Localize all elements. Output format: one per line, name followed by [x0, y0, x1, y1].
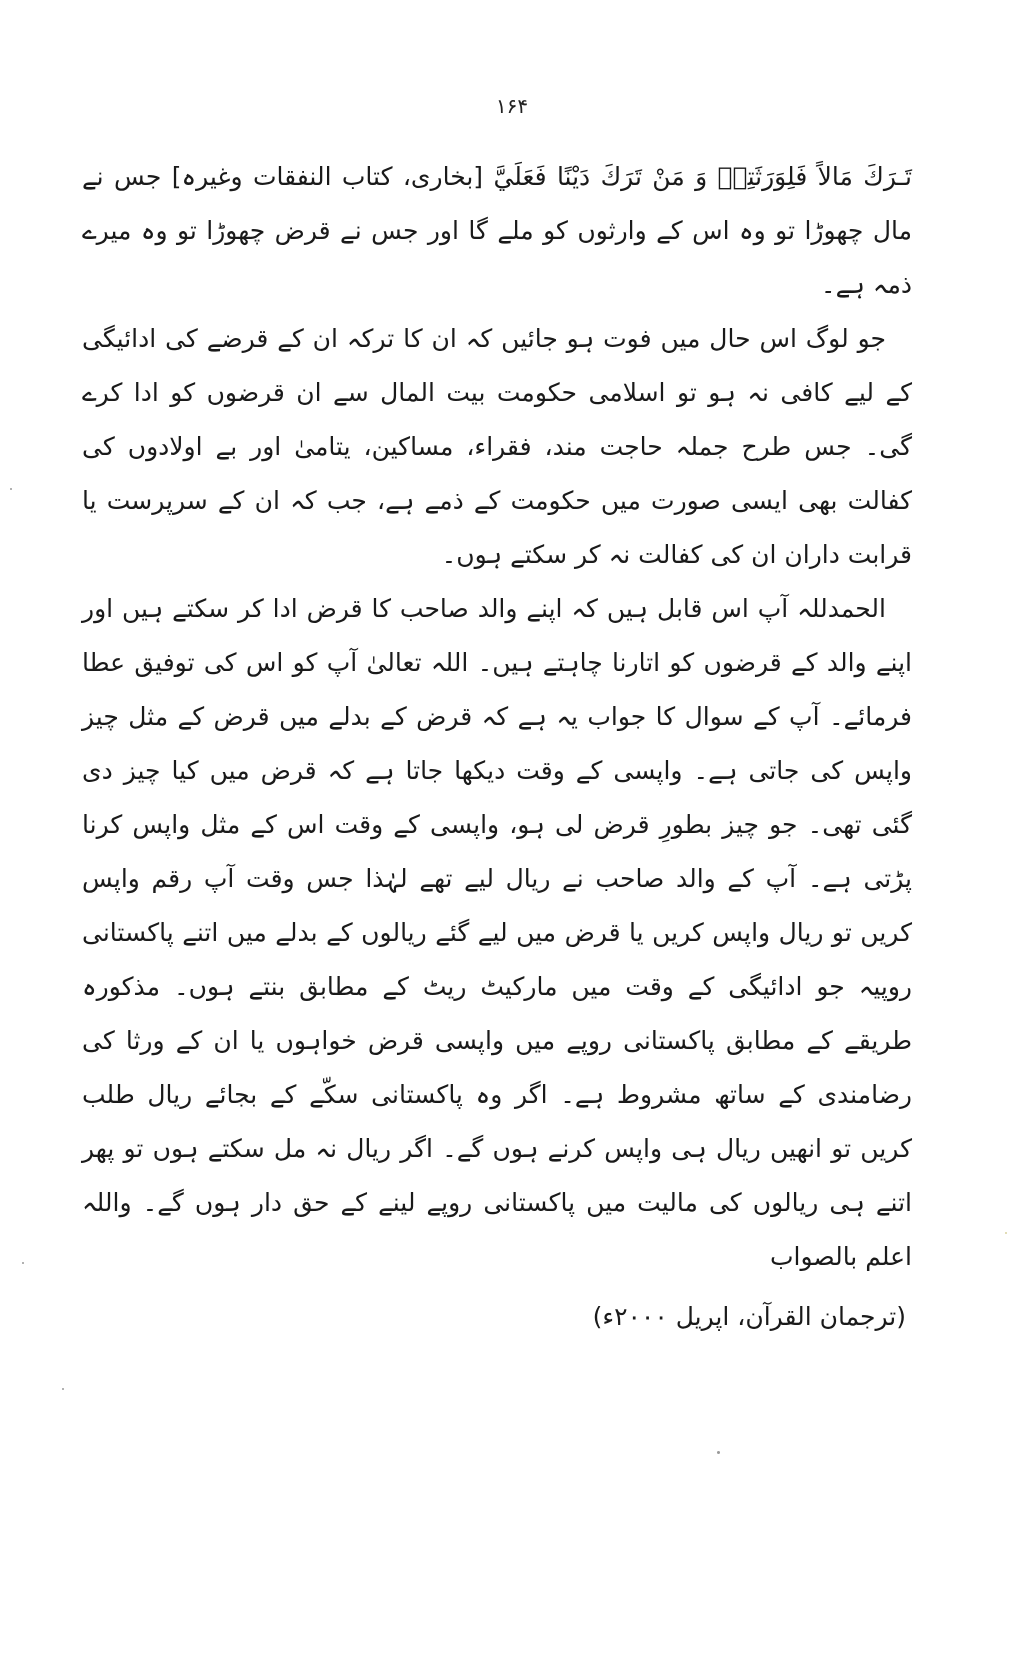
- paragraph-hadith: [82, 150, 912, 312]
- scan-speck: [62, 1388, 64, 1390]
- body-text: [82, 150, 912, 1344]
- scan-speck: [1005, 1232, 1007, 1234]
- scan-speck: [10, 488, 12, 490]
- scan-speck: [22, 1262, 24, 1264]
- scan-speck: [717, 1451, 720, 1454]
- hadith-translation: [بخاری، کتاب النفقات وغیرہ] جس نے مال چھوڑا تو وہ اس کے وارثوں کو ملے گا اور جس نے قرض چھوڑا تو وہ میرے ذمہ ہے۔: [82, 162, 912, 299]
- source-citation: (ترجمان القرآن، اپریل ۲۰۰۰ء): [592, 1302, 906, 1331]
- page-number: ۱۶۴: [495, 94, 529, 118]
- hadith-quote: تَـرَكَ مَالاً فَلِوَرَثَتِهٖ وَ مَنْ تَرَكَ دَيْنًا فَعَلَيَّ: [493, 162, 912, 191]
- paragraph-state-responsibility: جو لوگ اس حال میں فوت ہو جائیں کہ ان کا ترکہ ان کے قرضے کی ادائیگی کے لیے کافی نہ ہو تو اسلامی حکومت بیت المال سے ان قرضوں کو ادا کرے گی۔ جس طرح جملہ حاجت مند، فقراء، مساکین، یتامیٰ اور بے اولادوں کی کفالت بھی ایسی صورت میں حکومت کے ذمے ہے، جب کہ ان کے سرپرست یا قرابت داران ان کی کفالت نہ کر سکتے ہوں۔: [82, 324, 912, 569]
- paragraph-answer: الحمدللہ آپ اس قابل ہیں کہ اپنے والد صاحب کا قرض ادا کر سکتے ہیں اور اپنے والد کے قرضوں کو اتارنا چاہتے ہیں۔ اللہ تعالیٰ آپ کو اس کی توفیق عطا فرمائے۔ آپ کے سوال کا جواب یہ ہے کہ قرض کے بدلے میں قرض کے مثل چیز واپس کی جاتی ہے۔ واپسی کے وقت دیکھا جاتا ہے کہ قرض میں کیا چیز دی گئی تھی۔ جو چیز بطورِ قرض لی ہو، واپسی کے وقت اس کے مثل واپس کرنا پڑتی ہے۔ آپ کے والد صاحب نے ریال لیے تھے لہٰذا جس وقت آپ رقم واپس کریں تو ریال واپس کریں یا قرض میں لیے گئے ریالوں کے بدلے میں اتنے پاکستانی روپیہ جو ادائیگی کے وقت میں مارکیٹ ریٹ کے مطابق بنتے ہوں۔ مذکورہ طریقے کے مطابق پاکستانی روپے میں واپسی قرض خواہوں یا ان کے ورثا کی رضامندی کے ساتھ مشروط ہے۔ اگر وہ پاکستانی سکّے کے بجائے ریال طلب کریں تو انھیں ریال ہی واپس کرنے ہوں گے۔ اگر ریال نہ مل سکتے ہوں تو پھر اتنے ہی ریالوں کی مالیت میں پاکستانی روپے لینے کے حق دار ہوں گے۔ واللہ اعلم بالصواب: [82, 594, 912, 1271]
